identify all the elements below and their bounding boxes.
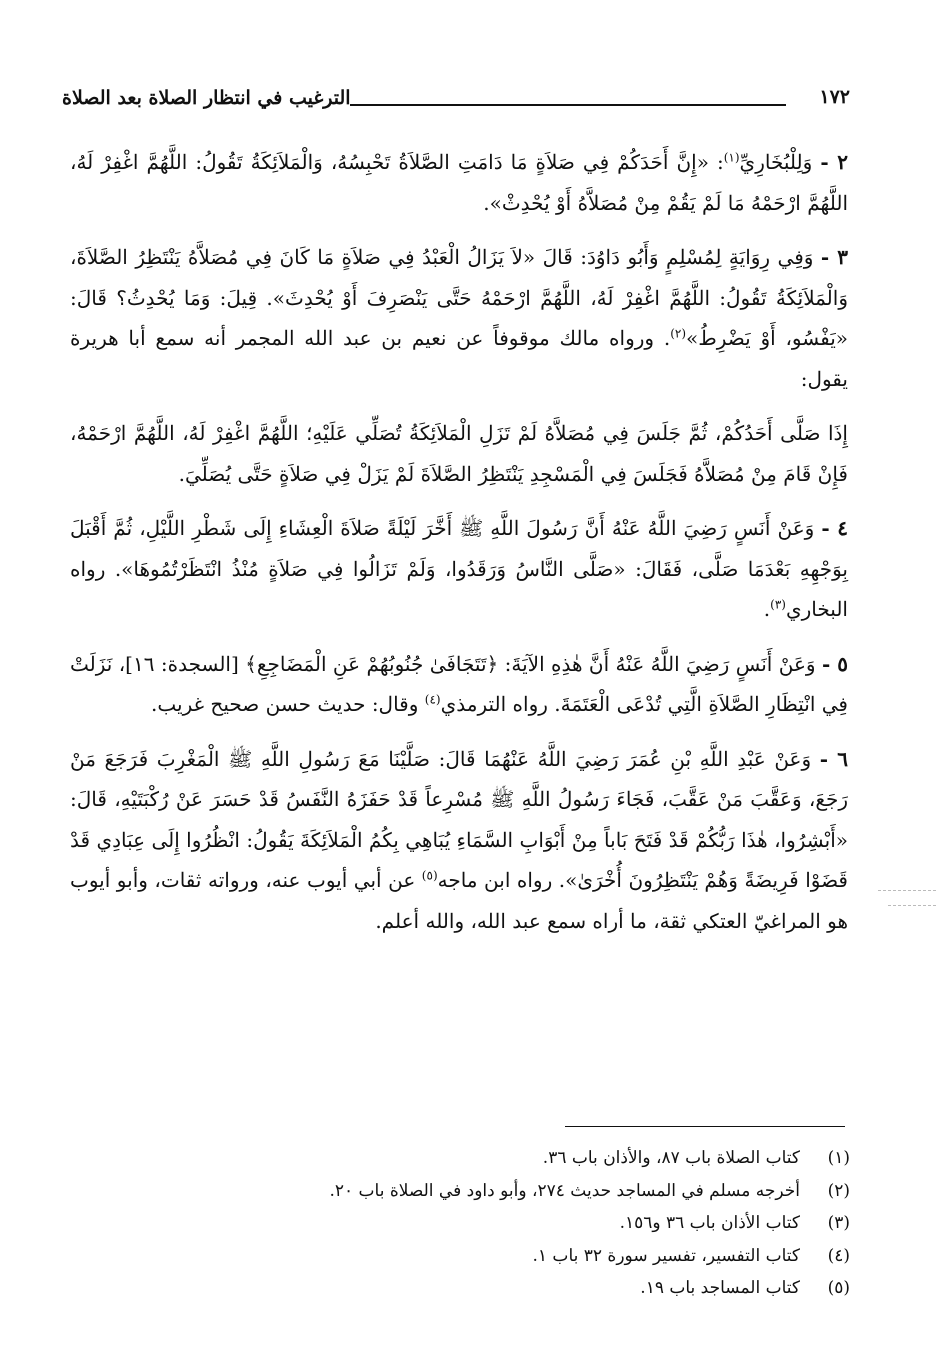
footnote-item: [90, 1175, 850, 1208]
paragraph-3: [70, 237, 848, 399]
footnote-number: (١): [827, 1148, 850, 1168]
paragraph-text-rest: .: [763, 597, 771, 621]
paragraph-text-rest: : «إِنَّ أَحَدَكُمْ فِي صَلاَةٍ مَا دَامَتِ الصَّلاَةُ تَحْبِسُهُ، وَالْمَلاَئِكَةُ تَقُولُ: اللَّهُمَّ اغْفِرْ لَهُ، اللَّهُمَّ ارْحَمْهُ مَا لَمْ يَقُمْ مِنْ مُصَلاَّهُ أَوْ يُحْدِثْ».: [70, 150, 848, 215]
footnotes: [90, 1142, 850, 1305]
footnote-item: [90, 1272, 850, 1305]
paragraph-text: وَعَنْ أَنَسٍ رَضِيَ اللَّهُ عَنْهُ أَنَّ رَسُولَ اللَّهِ ﷺ أَخَّرَ لَيْلَةً صَلاَةَ الْعِشَاءِ إِلَى شَطْرِ اللَّيْلِ، ثُمَّ أَقْبَلَ بِوَجْهِهِ بَعْدَمَا صَلَّى، فَقَالَ: «صَلَّى النَّاسُ وَرَقَدُوا، وَلَمْ تَزَالُوا فِي صَلاَةٍ مُنْذُ انْتَظَرْتُمُوهَا». رواه البخاري: [70, 516, 848, 621]
paragraph-number: ٦ -: [819, 746, 849, 771]
footnote-item: [90, 1142, 850, 1175]
main-text: [70, 142, 848, 955]
paragraph-5: [70, 644, 848, 725]
footnote-item: [90, 1207, 850, 1240]
paragraph-text-rest: وقال: حديث حسن صحيح غريب.: [151, 692, 425, 716]
paragraph-4: [70, 508, 848, 630]
footnote-ref: (٤): [424, 692, 441, 707]
footnote-text: أخرجه مسلم في المساجد حديث ٢٧٤، وأبو داود في الصلاة باب ٢٠.: [329, 1180, 800, 1201]
footnote-text: كتاب التفسير، تفسير سورة ٣٢ باب ١.: [532, 1245, 800, 1266]
paragraph-6: [70, 739, 848, 942]
footnote-number: (٢): [827, 1180, 850, 1201]
page-title: الترغيب في انتظار الصلاة بعد الصلاة: [62, 87, 351, 109]
paragraph-text: وَفِي رِوَايَةٍ لِمُسْلِمٍ وَأَبُو دَاوُدَ: قَالَ «لاَ يَزَالُ الْعَبْدُ فِي صَلاَةٍ مَا كَانَ فِي مُصَلاَّهُ يَنْتَظِرُ الصَّلاَةَ، وَالْمَلاَئِكَةُ تَقُولُ: اللَّهُمَّ اغْفِرْ لَهُ، اللَّهُمَّ ارْحَمْهُ حَتَّى يَنْصَرِفَ أَوْ يُحْدِثَ». قِيلَ: وَمَا يُحْدِثُ؟ قَالَ: «يَفْسُو، أَوْ يَضْرِطُ»: [70, 245, 849, 350]
paragraph-number: ٢ -: [820, 150, 848, 174]
scan-artifact: [888, 905, 936, 906]
paragraph-text-rest: عن أبي أيوب عنه، ورواته ثقات، وأبو أيوب هو المراغيّ العتكي ثقة، ما أراه سمع عبد الله، والله أعلم.: [70, 868, 848, 933]
footnote-text: كتاب المساجد باب ١٩.: [640, 1278, 800, 1298]
footnote-ref: (١): [723, 150, 740, 165]
paragraph-quote: [70, 413, 848, 494]
scan-artifact: [878, 890, 936, 891]
paragraph-text: وَلِلْبُخَارِيِّ: [739, 150, 813, 174]
header-rule: [350, 104, 786, 106]
footnote-text: كتاب الصلاة باب ٨٧، والأذان باب ٣٦.: [542, 1148, 800, 1168]
paragraph-number: ٤ -: [821, 516, 848, 540]
footnote-ref: (٢): [670, 326, 687, 341]
footnote-number: (٥): [827, 1278, 850, 1298]
paragraph-number: ٣ -: [820, 245, 849, 269]
footnote-ref: (٣): [770, 597, 786, 612]
page-header: [62, 86, 850, 120]
footnote-text: كتاب الأذان باب ٣٦ و١٥٦.: [619, 1213, 800, 1233]
paragraph-number: ٥ -: [821, 651, 848, 676]
footnote-number: (٤): [827, 1245, 850, 1266]
footnote-rule: [565, 1126, 845, 1127]
paragraph-text: إِذَا صَلَّى أَحَدُكُمْ، ثُمَّ جَلَسَ فِي مُصَلاَّهُ لَمْ تَزَلِ الْمَلاَئِكَةُ تُصَلِّي عَلَيْهِ؛ اللَّهُمَّ اغْفِرْ لَهُ، اللَّهُمَّ ارْحَمْهُ، فَإِنْ قَامَ مِنْ مُصَلاَّهُ فَجَلَسَ فِي الْمَسْجِدِ يَنْتَظِرُ الصَّلاَةَ لَمْ يَزَلْ فِي صَلاَةٍ حَتَّى يُصَلِّيَ.: [70, 421, 848, 486]
footnote-item: [90, 1240, 850, 1273]
footnote-number: (٣): [827, 1213, 850, 1233]
footnote-ref: (٥): [421, 868, 438, 883]
paragraph-text: وَعَنْ عَبْدِ اللَّهِ بْنِ عُمَرَ رَضِيَ اللَّهُ عَنْهُمَا قَالَ: صَلَّيْنَا مَعَ رَسُولِ اللَّهِ ﷺ الْمَغْرِبَ فَرَجَعَ مَنْ رَجَعَ، وَعَقَّبَ مَنْ عَقَّبَ، فَجَاءَ رَسُولُ اللَّهِ ﷺ مُسْرِعاً قَدْ حَفَزَهُ النَّفَسُ قَدْ حَسَرَ عَنْ رُكْبَتَيْهِ، قَالَ: «أَبْشِرُوا، هٰذَا رَبُّكُمْ قَدْ فَتَحَ بَاباً مِنْ أَبْوَابِ السَّمَاءِ يُبَاهِي بِكُمُ الْمَلاَئِكَةَ يَقُولُ: انْظُرُوا إِلَى عِبَادِي قَدْ قَضَوْا فَرِيضَةً وَهُمْ يَنْتَظِرُونَ أُخْرَىٰ». رواه ابن ماجه: [70, 746, 848, 892]
page-number: ١٧٢: [819, 86, 850, 108]
paragraph-2: [70, 142, 848, 223]
paragraph-text: وَعَنْ أَنَسٍ رَضِيَ اللَّهُ عَنْهُ أَنَّ هٰذِهِ الآيَةَ: ﴿تَتَجَافَىٰ جُنُوبُهُمْ عَنِ الْمَضَاجِعِ﴾ [السجدة: ١٦]، نَزَلَتْ فِي انْتِظَارِ الصَّلاَةِ الَّتِي تُدْعَى الْعَتَمَةَ. رواه الترمذي: [70, 651, 848, 716]
paragraph-text-rest: . ورواه مالك موقوفاً عن نعيم بن عبد الله المجمر أنه سمع أبا هريرة يقول:: [70, 326, 848, 391]
